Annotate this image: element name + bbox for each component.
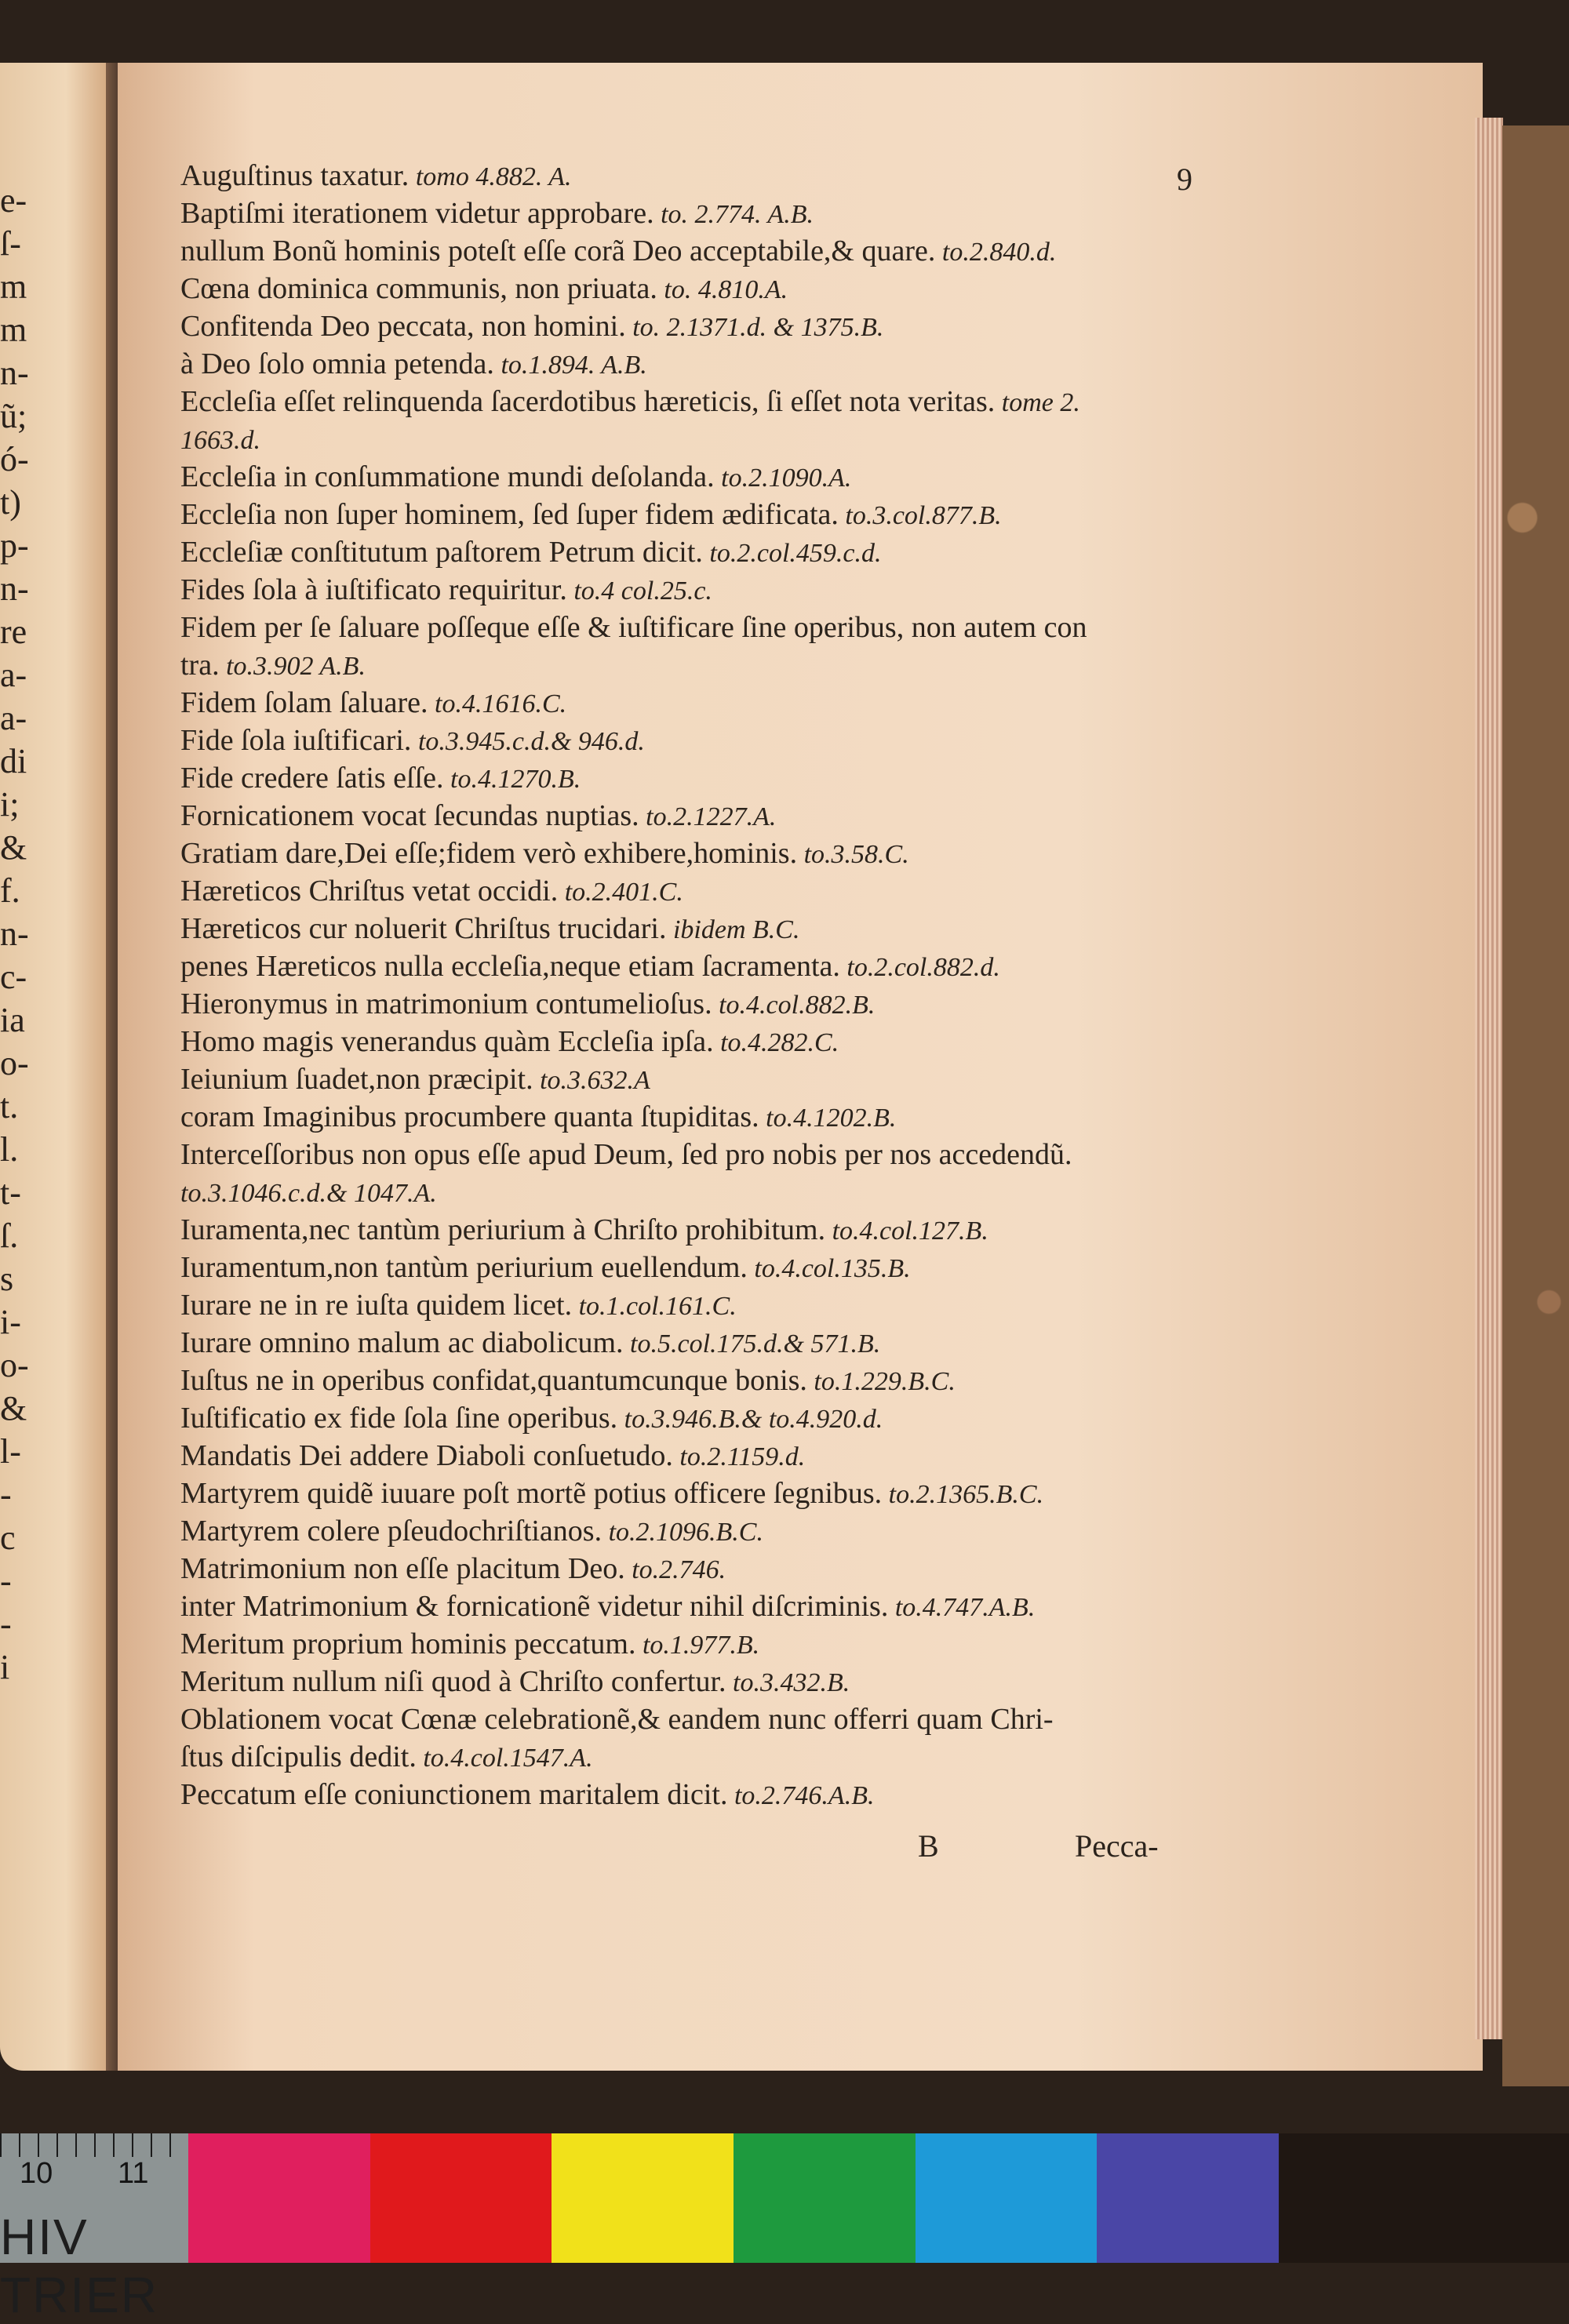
index-entry (180, 1098, 1467, 1136)
color-swatch (370, 2133, 552, 2263)
index-entry (180, 1437, 1467, 1475)
index-entries (180, 157, 1467, 1813)
color-swatch (734, 2133, 916, 2263)
index-entry (180, 947, 1467, 985)
left-page-fragment: ſ. (0, 1217, 19, 1255)
index-entry (180, 232, 1467, 270)
index-entry (180, 1663, 1467, 1700)
left-page-fragment: t. (0, 1087, 19, 1126)
index-entry (180, 1023, 1467, 1060)
catchword: Pecca- (1075, 1828, 1159, 1864)
entry-text: Meritum proprium hominis peccatum. (180, 1628, 636, 1660)
left-page-fragment: i- (0, 1303, 21, 1341)
entry-reference: to.3.945.c.d.& 946.d. (411, 727, 645, 756)
entry-reference: to.2.401.C. (558, 878, 683, 907)
entry-reference: tomo 4.882. A. (409, 162, 572, 191)
index-entry (180, 1475, 1467, 1512)
entry-reference: 1663.d. (180, 426, 260, 455)
entry-text: Iuramentum,non tantùm periurium euellendum. (180, 1251, 748, 1284)
entry-reference: to.2.746.A.B. (727, 1781, 875, 1810)
page-edges (1475, 118, 1503, 2039)
signature-mark: B (918, 1828, 939, 1864)
entry-text: Peccatum eſſe coniunctionem maritalem dicit. (180, 1778, 728, 1811)
left-page-fragment: n- (0, 354, 29, 392)
entry-reference: to.3.1046.c.d.& 1047.A. (180, 1179, 437, 1208)
entry-text: Iuſtus ne in operibus confidat,quantumcunque bonis. (180, 1364, 807, 1397)
entry-text: Martyrem colere pſeudochriſtianos. (180, 1515, 602, 1548)
entry-text: Eccleſia in conſummatione mundi deſolanda. (180, 460, 715, 493)
index-entry (180, 1060, 1467, 1098)
left-page-fragment: p- (0, 526, 29, 565)
background-surface (1279, 2133, 1569, 2263)
left-page-fragment: c- (0, 958, 27, 996)
index-entry (180, 1211, 1467, 1249)
color-calibration-strip (188, 2133, 1279, 2263)
entry-text: Iuſtificatio ex fide ſola ſine operibus. (180, 1402, 618, 1435)
index-entry (180, 835, 1467, 872)
entry-text: nullum Bonũ hominis poteſt eſſe corã Deo acceptabile,& quare. (180, 235, 936, 267)
entry-text: Oblationem vocat Cœnæ celebrationẽ,& eandem nunc offerri quam Chri- (180, 1703, 1054, 1736)
left-page-fragment: n- (0, 569, 29, 608)
entry-text: Eccleſiæ conſtitutum paſtorem Petrum dicit. (180, 536, 703, 569)
entry-reference: to. 2.1371.d. & 1375.B. (625, 313, 884, 342)
entry-text: inter Matrimonium & fornicationẽ videtur nihil diſcriminis. (180, 1590, 889, 1623)
entry-reference: to.4.747.A.B. (888, 1593, 1036, 1622)
entry-reference: to.1.col.161.C. (572, 1292, 737, 1321)
entry-text: ſtus diſcipulis dedit. (180, 1740, 417, 1773)
left-page-fragment: - (0, 1475, 12, 1514)
entry-text: Fide credere ſatis eſſe. (180, 762, 444, 795)
left-page-fragment: - (0, 1605, 12, 1643)
entry-reference: to.4 col.25.c. (566, 576, 712, 606)
left-page-fragment: di (0, 742, 27, 780)
entry-text: Eccleſia non ſuper hominem, ſed ſuper fidem ædificata. (180, 498, 839, 531)
color-swatch (188, 2133, 370, 2263)
entry-reference: to.3.58.C. (797, 840, 909, 869)
entry-reference: to.2.col.459.c.d. (702, 539, 882, 568)
archive-label: HIV TRIER (0, 2209, 158, 2323)
entry-text: Iurare ne in re iuſta quidem licet. (180, 1289, 573, 1322)
index-entry (180, 797, 1467, 835)
entry-reference: to.2.840.d. (935, 238, 1057, 267)
left-page-text-fragments (0, 63, 110, 2071)
index-entry (180, 1362, 1467, 1399)
entry-reference: to.2.1090.A. (714, 464, 852, 493)
left-page-fragment: - (0, 1562, 12, 1600)
color-swatch (916, 2133, 1098, 2263)
entry-text: Confitenda Deo peccata, non homini. (180, 310, 626, 343)
entry-reference: to.4.1616.C. (428, 689, 567, 718)
left-page-fragment: e- (0, 181, 27, 220)
measuring-ruler (0, 2133, 188, 2323)
left-page-fragment: m (0, 311, 27, 349)
left-page-fragment: i; (0, 785, 20, 824)
left-page (0, 63, 110, 2071)
entry-text: Hæreticos Chriſtus vetat occidi. (180, 875, 559, 907)
entry-reference: to. 2.774. A.B. (653, 200, 814, 229)
left-page-fragment: l. (0, 1130, 19, 1169)
index-entry (180, 1588, 1467, 1625)
left-page-fragment: a- (0, 656, 27, 694)
index-entry (180, 1286, 1467, 1324)
left-page-fragment: f. (0, 871, 20, 910)
index-entry (180, 609, 1467, 646)
entry-text: Cœna dominica communis, non priuata. (180, 272, 657, 305)
left-page-fragment: t- (0, 1173, 21, 1212)
index-entry (180, 1550, 1467, 1588)
entry-text: Gratiam dare,Dei eſſe;fidem verò exhibere,hominis. (180, 837, 798, 870)
left-page-fragment: s (0, 1260, 14, 1298)
index-entry (180, 195, 1467, 232)
left-page-fragment: & (0, 828, 27, 867)
entry-reference: to.1.229.B.C. (806, 1367, 956, 1396)
index-entry (180, 1512, 1467, 1550)
entry-text: Martyrem quidẽ iuuare poſt mortẽ potius officere ſegnibus. (180, 1477, 883, 1510)
left-page-fragment: i (0, 1648, 10, 1686)
index-entry (180, 533, 1467, 571)
ruler-number: 10 (20, 2157, 53, 2190)
entry-text: Fides ſola à iuſtificato requiritur. (180, 573, 567, 606)
index-entry (180, 985, 1467, 1023)
index-entry (180, 759, 1467, 797)
entry-reference: to.5.col.175.d.& 571.B. (623, 1329, 881, 1358)
ruler-number: 11 (118, 2157, 149, 2190)
index-entry (180, 646, 1467, 684)
entry-text: Ieiunium ſuadet,non præcipit. (180, 1063, 533, 1096)
index-entry (180, 157, 1467, 195)
entry-reference: to.4.1202.B. (759, 1104, 897, 1133)
entry-reference: to.1.977.B. (635, 1631, 760, 1660)
index-entry (180, 383, 1467, 420)
entry-text: Auguſtinus taxatur. (180, 159, 410, 192)
color-swatch (1097, 2133, 1279, 2263)
entry-reference: to.2.1227.A. (639, 802, 777, 831)
entry-reference: to.4.col.882.B. (712, 991, 876, 1020)
left-page-fragment: ſ- (0, 224, 21, 263)
entry-reference: to.4.col.135.B. (747, 1254, 911, 1283)
entry-text: Fide ſola iuſtificari. (180, 724, 412, 757)
entry-reference: to.4.col.127.B. (825, 1217, 988, 1246)
entry-reference: to.2.746. (624, 1555, 726, 1584)
index-entry (180, 1136, 1467, 1173)
left-page-fragment: ia (0, 1001, 25, 1039)
entry-text: Eccleſia eſſet relinquenda ſacerdotibus hæreticis, ſi eſſet nota veritas. (180, 385, 996, 418)
index-entry (180, 571, 1467, 609)
entry-text: Interceſſoribus non opus eſſe apud Deum, ſed pro nobis per nos accedendũ. (180, 1138, 1072, 1171)
entry-text: Meritum nullum niſi quod à Chriſto confertur. (180, 1665, 726, 1698)
entry-text: Homo magis venerandus quàm Eccleſia ipſa. (180, 1025, 714, 1058)
index-entry (180, 1249, 1467, 1286)
entry-reference: to.4.282.C. (713, 1028, 839, 1057)
entry-reference: to.3.col.877.B. (838, 501, 1002, 530)
entry-text: Fidem ſolam ſaluare. (180, 686, 428, 719)
entry-reference: ibidem B.C. (666, 915, 800, 944)
entry-text: Matrimonium non eſſe placitum Deo. (180, 1552, 625, 1585)
entry-text: coram Imaginibus procumbere quanta ſtupiditas. (180, 1100, 759, 1133)
entry-text: penes Hæreticos nulla eccleſia,neque etiam ſacramenta. (180, 950, 840, 983)
left-page-fragment: o- (0, 1044, 29, 1082)
left-page-fragment: l- (0, 1432, 21, 1471)
ruler-ticks (0, 2133, 188, 2157)
left-page-fragment: o- (0, 1346, 29, 1384)
left-page-fragment: a- (0, 699, 27, 737)
entry-reference: tome 2. (995, 388, 1080, 417)
entry-reference: to. 4.810.A. (657, 275, 788, 304)
index-entry (180, 458, 1467, 496)
page-mark: 9 (1177, 162, 1192, 197)
color-swatch (552, 2133, 734, 2263)
entry-text: Iuramenta,nec tantùm periurium à Chriſto prohibitum. (180, 1213, 826, 1246)
entry-text: Baptiſmi iterationem videtur approbare. (180, 197, 654, 230)
index-entry (180, 1700, 1467, 1738)
entry-reference: to.2.1159.d. (672, 1442, 806, 1471)
entry-reference: to.3.902 A.B. (219, 652, 366, 681)
entry-text: Hæreticos cur noluerit Chriſtus trucidari. (180, 912, 667, 945)
entry-reference: to.3.632.A (533, 1066, 650, 1095)
index-entry (180, 1173, 1467, 1211)
book-cover-edge (1502, 125, 1569, 2086)
index-entry (180, 270, 1467, 307)
entry-reference: to.4.1270.B. (443, 765, 581, 794)
entry-reference: to.3.946.B.& to.4.920.d. (617, 1405, 883, 1434)
index-entry (180, 1399, 1467, 1437)
index-entry (180, 722, 1467, 759)
entry-text: à Deo ſolo omnia petenda. (180, 347, 494, 380)
index-entry (180, 1324, 1467, 1362)
entry-text: Mandatis Dei addere Diaboli conſuetudo. (180, 1439, 673, 1472)
index-entry (180, 872, 1467, 910)
entry-reference: to.2.1365.B.C. (882, 1480, 1044, 1509)
index-entry (180, 910, 1467, 947)
index-entry (180, 345, 1467, 383)
left-page-fragment: t) (0, 483, 21, 522)
index-entry (180, 420, 1467, 458)
index-entry (180, 684, 1467, 722)
entry-reference: to.2.1096.B.C. (602, 1518, 763, 1547)
index-entry (180, 1625, 1467, 1663)
entry-reference: to.4.col.1547.A. (416, 1744, 593, 1773)
entry-text: Hieronymus in matrimonium contumelioſus. (180, 987, 712, 1020)
index-entry (180, 1738, 1467, 1776)
left-page-fragment: ũ; (0, 397, 27, 435)
left-page-fragment: & (0, 1389, 27, 1427)
entry-text: Fidem per ſe ſaluare poſſeque eſſe & iuſtificare ſine operibus, non autem con (180, 611, 1087, 644)
entry-text: Iurare omnino malum ac diabolicum. (180, 1326, 624, 1359)
index-entry (180, 1776, 1467, 1813)
left-page-fragment: c (0, 1518, 16, 1557)
entry-reference: to.2.col.882.d. (839, 953, 1000, 982)
entry-reference: to.3.432.B. (726, 1668, 850, 1697)
index-entry (180, 496, 1467, 533)
left-page-fragment: n- (0, 915, 29, 953)
index-entry (180, 307, 1467, 345)
entry-reference: to.1.894. A.B. (493, 351, 647, 380)
entry-text: tra. (180, 649, 220, 682)
left-page-fragment: re (0, 613, 27, 651)
entry-text: Fornicationem vocat ſecundas nuptias. (180, 799, 639, 832)
left-page-fragment: m (0, 267, 27, 306)
left-page-fragment: ó- (0, 440, 29, 478)
